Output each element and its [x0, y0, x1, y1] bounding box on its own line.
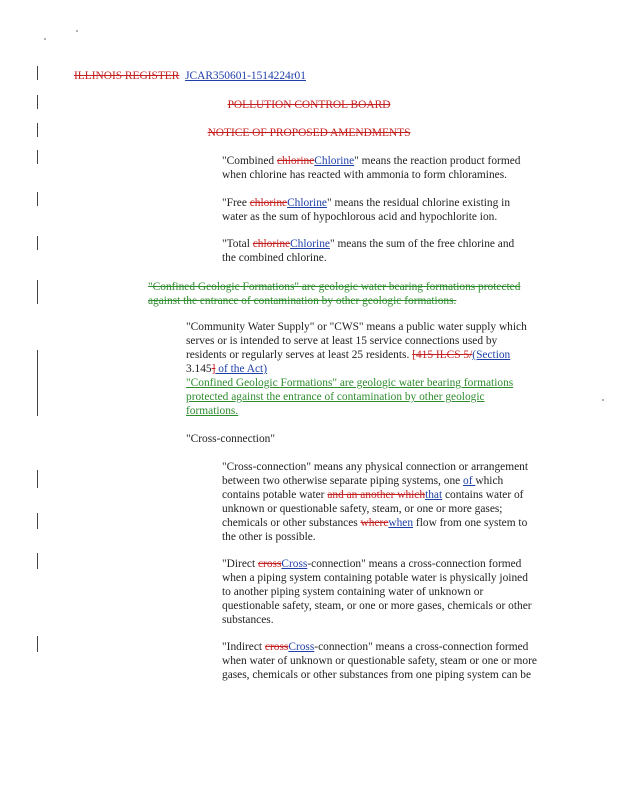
scan-speck [44, 38, 46, 40]
def-free-chlorine: "Free chlorineChlorine" means the residual chlorine existing in water as the sum of hypochlorous acid and hypochlorite ion. [222, 197, 511, 223]
change-bar [37, 66, 38, 80]
register-header [74, 69, 306, 83]
scan-speck [602, 399, 604, 401]
def-combined-chlorine: "Combined chlorineChlorine" means the reaction product formed when chlorine has reacted with ammonia to form chloramines. [222, 155, 521, 181]
change-bar [37, 280, 38, 304]
change-bar [37, 553, 38, 569]
change-bar [37, 636, 38, 652]
change-bar [37, 470, 38, 488]
def-indirect-cross-connection: "Indirect crossCross-connection" means a cross-connection formed when water of unknown or questionable safety, steam or one or more gases, chemicals or other substances from one piping system can be [222, 641, 537, 681]
def-cross-connection: "Cross-connection" means any physical connection or arrangement between two otherwise separate piping systems, one of which contains potable water and an another whichthat contains water of unknown or questionable safety, steam, or one or more gases; chemicals or other substances wherewhen flow from one system to the other is possible. [222, 461, 528, 543]
scan-speck [76, 30, 78, 32]
board-title: POLLUTION CONTROL BOARD [227, 99, 391, 111]
def-direct-cross-connection: "Direct crossCross-connection" means a cross-connection formed when a piping system containing potable water is physically joined to another piping system containing water of unknown or questionable safety, steam, or one or more gases, chemicals or other substances. [222, 558, 532, 626]
def-confined-deleted: "Confined Geologic Formations" are geologic water bearing formations protected against the entrance of contamination by other geologic formations. [148, 281, 521, 307]
notice-title: NOTICE OF PROPOSED AMENDMENTS [207, 127, 411, 139]
change-bar [37, 513, 38, 529]
register-deleted: ILLINOIS REGISTER [74, 70, 180, 82]
change-bar [37, 236, 38, 250]
change-bar [37, 192, 38, 206]
def-total-chlorine: "Total chlorineChlorine" means the sum of the free chlorine and the combined chlorine. [222, 238, 515, 264]
def-community-water-supply: "Community Water Supply" or "CWS" means a public water supply which serves or is intended to serve at least 15 service connections used by residents or regularly serves at least 25 residents. [415 ILCS 5/(Section 3.145] of the Act) "Confined Geologic Formations" are geologic water bearing formations protected against the entrance of contamination by other geologic formations. [186, 321, 527, 417]
register-inserted: JCAR350601-1514224r01 [185, 70, 306, 82]
change-bar [37, 350, 38, 416]
cross-connection-heading: "Cross-connection" [186, 433, 276, 445]
change-bar [37, 150, 38, 164]
